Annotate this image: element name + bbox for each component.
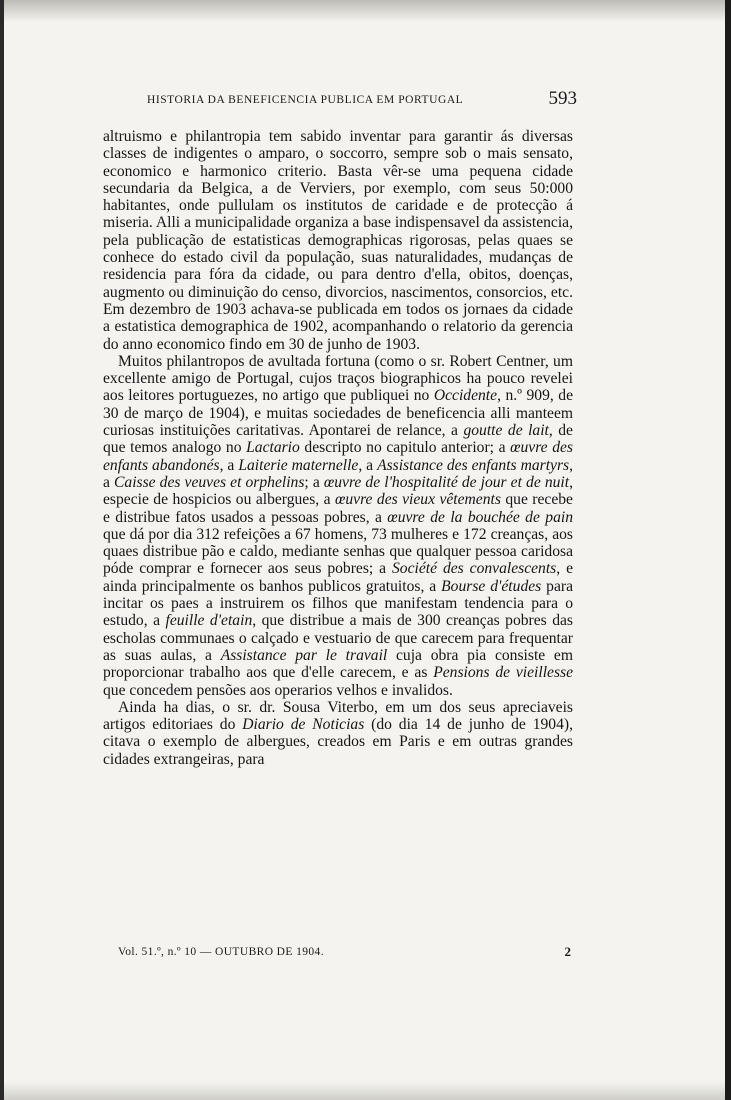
page-header bbox=[147, 88, 577, 114]
signature-line: Vol. 51.º, n.º 10 — OUTUBRO DE 1904. bbox=[118, 946, 324, 958]
paragraph-1: altruismo e philantropia tem sabido inventar para garantir ás diversas classes de indigentes o amparo, o soccorro, sempre sob o mais sensato, economico e harmonico criterio. Basta vêr-se uma pequena cidade secundaria da Belgica, a de Verviers, por exemplo, com seus 50:000 habitantes, onde pullulam os institutos de caridade e de protecção á miseria. Alli a municipalidade organiza a base indispensavel da assistencia, pela publicação de estatisticas demographicas rigorosas, pelas quaes se conhece do estado civil da população, suas naturalidades, mudanças de residencia para fóra da cidade, ou para dentro d'ella, obitos, doenças, augmento ou diminuição do censo, divorcios, nascimentos, consorcios, etc. Em dezembro de 1903 achava-se publicada em todos os jornaes da cidade a estatistica demographica de 1902, acompanhando o relatorio da gerencia do anno economico findo em 30 de junho de 1903. bbox=[103, 128, 573, 353]
text-run: que recebe e distribue fatos usados a pessoas pobres, a bbox=[103, 491, 573, 526]
text-run: descripto no capitulo anterior; a bbox=[299, 439, 511, 457]
italic-title: feuille d'etain bbox=[165, 612, 253, 630]
italic-title: Caisse des veuves et orphelins bbox=[114, 473, 305, 491]
page-footer bbox=[118, 944, 573, 964]
text-run: Muitos philantropos de avultada fortuna (como o sr. Robert Centner, um excellente amigo de Portugal, cujos traços biographicos ha pouco revelei aos leitores portuguezes, no artigo que publiquei no bbox=[103, 352, 573, 405]
text-run: , a bbox=[103, 456, 574, 491]
text-run: para incitar os paes a instruirem os filhos que manifestam tendencia para o estudo, a bbox=[103, 577, 574, 630]
scan-top-shadow bbox=[0, 0, 731, 22]
paragraph-2 bbox=[103, 353, 573, 699]
italic-title: Assistance des enfants martyrs bbox=[377, 456, 570, 474]
italic-title: Lactario bbox=[246, 439, 300, 457]
text-run: , a bbox=[219, 456, 239, 474]
text-run: , e ainda principalmente os banhos publicos gratuitos, a bbox=[103, 560, 574, 595]
running-title: HISTORIA DA BENEFICENCIA PUBLICA EM PORTUGAL bbox=[147, 94, 464, 106]
paragraph-3 bbox=[103, 699, 573, 768]
italic-title: Laiterie maternelle bbox=[238, 456, 359, 474]
italic-title: Pensions de vieillesse bbox=[433, 664, 574, 682]
italic-title: œuvre des enfants abandonés bbox=[103, 439, 573, 474]
italic-title: Société des convalescents bbox=[392, 560, 557, 578]
page-number: 593 bbox=[548, 88, 577, 109]
body-text bbox=[103, 128, 573, 768]
text-run: , de que temos analogo no bbox=[103, 422, 573, 457]
text-run: que dá por dia 312 refeições a 67 homens, 73 mulheres e 172 creanças, aos quaes distribue pão e caldo, mediante senhas que qualquer pessoa caridosa póde comprar e fornecer aos seus pobres; a bbox=[103, 525, 573, 578]
text-run: , a bbox=[358, 456, 378, 474]
italic-title: Assistance par le travail bbox=[220, 646, 388, 664]
text-run: , n.º 909, de 30 de março de 1904), e muitas sociedades de beneficencia alli manteem curiosas instituições caritativas. Apontarei de relance, a bbox=[103, 387, 573, 440]
text-run: ; a bbox=[304, 473, 324, 491]
scan-left-edge bbox=[0, 0, 4, 1100]
scan-right-edge bbox=[725, 0, 731, 1100]
text-run: (do dia 14 de junho de 1904), citava o exemplo de albergues, creados em Paris e em outras grandes cidades extrangeiras, para bbox=[103, 716, 573, 768]
signature-mark: 2 bbox=[564, 944, 571, 959]
italic-title: Bourse d'études bbox=[441, 577, 542, 595]
italic-title: Occidente bbox=[433, 387, 498, 405]
italic-title: Diario de Noticias bbox=[242, 716, 365, 734]
scan-bottom-shadow bbox=[0, 1082, 731, 1100]
italic-title: œuvre des vieux vêtements bbox=[334, 491, 501, 509]
italic-title: œuvre de l'hospitalité de jour et de nuit bbox=[323, 473, 570, 491]
text-run: Ainda ha dias, o sr. dr. Sousa Viterbo, em um dos seus apreciaveis artigos editoriaes do bbox=[103, 698, 573, 734]
text-run: , que distribue a mais de 300 creanças pobres das escholas communaes o calçado e vestuario de que carecem para frequentar as suas aulas, a bbox=[103, 612, 573, 664]
text-run: que concedem pensões aos operarios velhos e invalidos. bbox=[103, 681, 453, 699]
italic-title: goutte de lait bbox=[463, 422, 549, 440]
italic-title: œuvre de la bouchée de pain bbox=[387, 508, 573, 526]
text-run: cuja obra pia consiste em proporcionar trabalho aos que d'elle carecem, e as bbox=[103, 646, 573, 682]
text-run: , especie de hospicios ou albergues, a bbox=[103, 473, 573, 509]
